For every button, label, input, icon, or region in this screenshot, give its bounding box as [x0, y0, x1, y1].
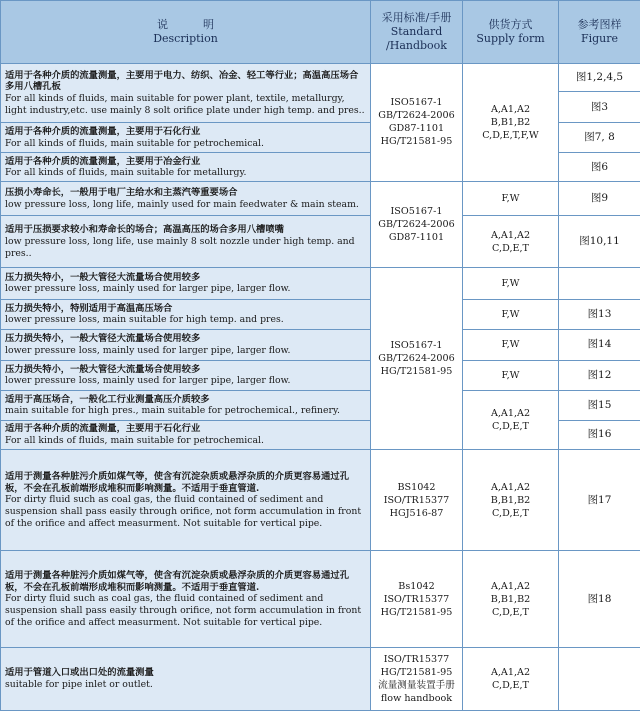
header-figure: 参考图样 Figure	[559, 1, 640, 64]
description-cell: 适用于各种介质的流量测量，主要用于电力、纺织、冶金、轻工等行业；高温高压场合多用八槽孔板 For all kinds of fluids, main suitable for power plant, textile, metallurgy, light industry,etc. use mainly 8 solt orifice plate under high temp. and pres..	[1, 64, 371, 123]
supply-cell: A,A1,A2 C,D,E,T	[463, 391, 559, 450]
table-row	[1, 181, 640, 216]
table-row	[1, 299, 640, 329]
description-cell: 适用于各种介质的流量测量，主要用于石化行业 For all kinds of fluids, main suitable for petrochemical.	[1, 420, 371, 449]
header-standard: 采用标准/手册 Standard /Handbook	[371, 1, 463, 64]
supply-cell: A,A1,A2 B,B1,B2 C,D,E,T	[463, 551, 559, 647]
description-cell: 适用于高压场合，一般化工行业测量高压介质较多 main suitable for high pres., main suitable for petrochemical., refinery.	[1, 391, 371, 420]
table-row	[1, 551, 640, 647]
table-row	[1, 64, 640, 92]
header-supply: 供货方式 Supply form	[463, 1, 559, 64]
supply-cell: F,W	[463, 360, 559, 390]
description-cell: 适用于各种介质的流量测量，主要用于冶金行业 For all kinds of fluids, main suitable for metallurgy.	[1, 153, 371, 182]
header-description: 说 明 Description	[1, 1, 371, 64]
table-row	[1, 268, 640, 299]
supply-cell: A,A1,A2 C,D,E,T	[463, 647, 559, 710]
standard-cell: ISO5167-1 GB/T2624-2006 GD87-1101 HG/T21581-95	[371, 64, 463, 182]
figure-cell: 图18	[559, 551, 640, 647]
description-cell: 适用于管道入口或出口处的流量测量 suitable for pipe inlet or outlet.	[1, 647, 371, 710]
figure-cell: 图16	[559, 420, 640, 449]
figure-cell: 图3	[559, 92, 640, 122]
table-row	[1, 330, 640, 360]
figure-cell: 图14	[559, 330, 640, 360]
figure-cell: 图12	[559, 360, 640, 390]
figure-cell	[559, 268, 640, 299]
supply-cell: A,A1,A2 C,D,E,T	[463, 216, 559, 268]
figure-cell: 图17	[559, 449, 640, 551]
header-row	[1, 1, 640, 64]
figure-cell: 图1,2,4,5	[559, 64, 640, 92]
description-cell: 适用于测量各种脏污介质如煤气等，使含有沉淀杂质或悬浮杂质的介质更容易通过孔板，不会在孔板前端形成堆积而影响测量。不适用于垂直管道. For dirty fluid such as coal gas, the fluid contained of sediment and suspension shall pass easily through orifice, not form accumulation in front of the orifice and affect measurment. Not suitable for vertical pipe.	[1, 551, 371, 647]
description-cell: 压力损失特小，一般大管径大流量场合使用较多 lower pressure loss, mainly used for larger pipe, larger flow.	[1, 360, 371, 390]
figure-cell	[559, 647, 640, 710]
figure-cell: 图10,11	[559, 216, 640, 268]
supply-cell: F,W	[463, 330, 559, 360]
description-cell: 压力损失特小，特别适用于高温高压场合 lower pressure loss, main suitable for high temp. and pres.	[1, 299, 371, 329]
figure-cell: 图9	[559, 181, 640, 216]
description-cell: 适用于各种介质的流量测量，主要用于石化行业 For all kinds of fluids, main suitable for petrochemical.	[1, 122, 371, 152]
table-row	[1, 216, 640, 268]
figure-cell: 图6	[559, 153, 640, 182]
standard-cell: ISO/TR15377 HG/T21581-95 流量测量装置手册 flow handbook	[371, 647, 463, 710]
standard-cell: ISO5167-1 GB/T2624-2006 HG/T21581-95	[371, 268, 463, 450]
table-row	[1, 360, 640, 390]
table-row	[1, 391, 640, 420]
description-cell: 适用于压损要求较小和寿命长的场合；高温高压的场合多用八槽喷嘴 low pressure loss, long life, use mainly 8 solt nozzle under high temp. and pres..	[1, 216, 371, 268]
supply-cell: A,A1,A2 B,B1,B2 C,D,E,T	[463, 449, 559, 551]
standard-cell: BS1042 ISO/TR15377 HGJ516-87	[371, 449, 463, 551]
description-cell: 压力损失特小，一般大管径大流量场合使用较多 lower pressure loss, mainly used for larger pipe, larger flow.	[1, 330, 371, 360]
description-cell: 压损小寿命长，一般用于电厂主给水和主蒸汽等重要场合 low pressure loss, long life, mainly used for main feedwater & main steam.	[1, 181, 371, 216]
supply-cell: F,W	[463, 181, 559, 216]
supply-cell: A,A1,A2 B,B1,B2 C,D,E,T,F,W	[463, 64, 559, 182]
table-row	[1, 449, 640, 551]
standard-cell: Bs1042 ISO/TR15377 HG/T21581-95	[371, 551, 463, 647]
table-row	[1, 647, 640, 710]
description-cell: 压力损失特小，一般大管径大流量场合使用较多 lower pressure loss, mainly used for larger pipe, larger flow.	[1, 268, 371, 299]
description-cell: 适用于测量各种脏污介质如煤气等，使含有沉淀杂质或悬浮杂质的介质更容易通过孔板，不会在孔板前端形成堆积而影响测量。不适用于垂直管道. For dirty fluid such as coal gas, the fluid contained of sediment and suspension shall pass easily through orifice, not form accumulation in front of the orifice and affect measurment. Not suitable for vertical pipe.	[1, 449, 371, 551]
supply-cell: F,W	[463, 268, 559, 299]
supply-cell: F,W	[463, 299, 559, 329]
figure-cell: 图15	[559, 391, 640, 420]
standard-cell: ISO5167-1 GB/T2624-2006 GD87-1101	[371, 181, 463, 267]
figure-cell: 图7, 8	[559, 122, 640, 152]
figure-cell: 图13	[559, 299, 640, 329]
